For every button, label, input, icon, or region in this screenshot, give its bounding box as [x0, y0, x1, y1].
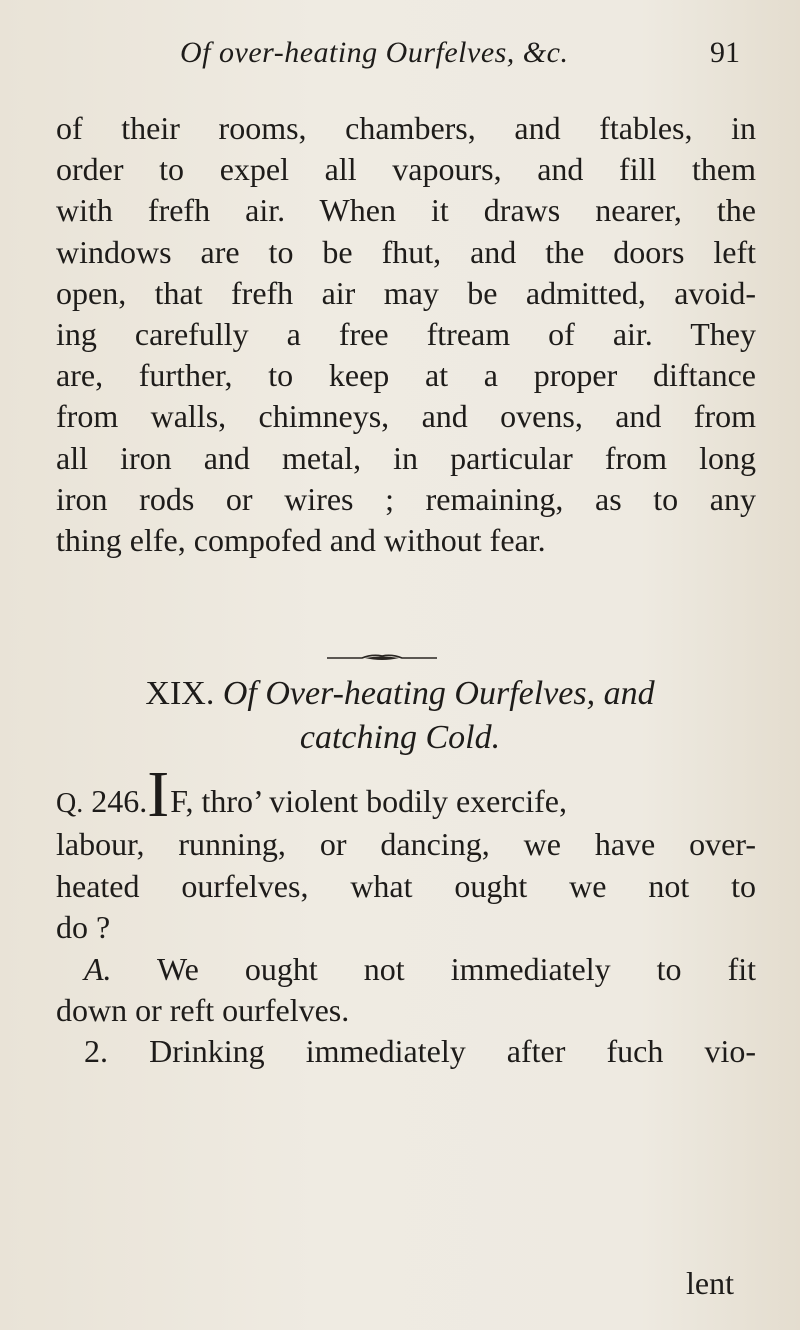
question-first-line: [56, 758, 756, 831]
question-line: labour, running, or dancing, we have over-: [56, 826, 756, 863]
item-2-line: [56, 1031, 756, 1072]
text-line: with frefh air. When it draws nearer, the: [56, 192, 756, 229]
running-head: Of over-heating Ourfelves, &c.: [180, 36, 569, 69]
text-line: iron rods or wires ; remaining, as to any: [56, 480, 756, 517]
section-title-line-1: Of Over-heating Ourfelves, and: [222, 675, 655, 712]
question-number: 246.: [91, 783, 148, 819]
item-2-text: Drinking immediately after fuch vio-: [149, 1033, 757, 1070]
text-line: thing elfe, compofed and without fear.: [56, 522, 546, 559]
text-line: ing carefully a free ftream of air. They: [56, 316, 756, 353]
text-line: of their rooms, chambers, and ftables, in: [56, 110, 756, 146]
text-line: open, that frefh air may be admitted, avoid-: [56, 274, 756, 311]
answer-first-text: We ought not immediately to fit: [157, 950, 757, 987]
answer-first-line: [56, 949, 756, 990]
page-number: 91: [710, 36, 740, 69]
question-line: heated ourfelves, what ought we not to: [56, 867, 756, 904]
text-line: windows are to be fhut, and the doors left: [56, 233, 756, 270]
text-line: all iron and metal, in particular from long: [56, 439, 756, 476]
body-paragraph: [56, 108, 756, 561]
text-line: order to expel all vapours, and fill them: [56, 151, 756, 188]
question-first-text: F, thro’ violent bodily exercife,: [170, 783, 567, 819]
catchword: lent: [686, 1265, 734, 1301]
answer-label: A.: [84, 950, 112, 987]
question-label: Q.: [56, 788, 84, 819]
item-2-label: 2.: [84, 1033, 108, 1070]
question-answer-block: [56, 758, 757, 1073]
section-heading: [0, 672, 800, 760]
drop-cap: I: [147, 758, 170, 831]
text-line: from walls, chimneys, and ovens, and from: [56, 398, 756, 435]
section-divider-ornament: [327, 653, 437, 663]
text-line: are, further, to keep at a proper diftance: [56, 357, 756, 394]
answer-line: down or reft ourfelves.: [56, 992, 350, 1029]
page-header: [150, 36, 750, 76]
question-line: do ?: [56, 909, 111, 946]
section-numeral: XIX.: [145, 675, 215, 712]
section-title-line-2: catching Cold.: [299, 719, 501, 756]
